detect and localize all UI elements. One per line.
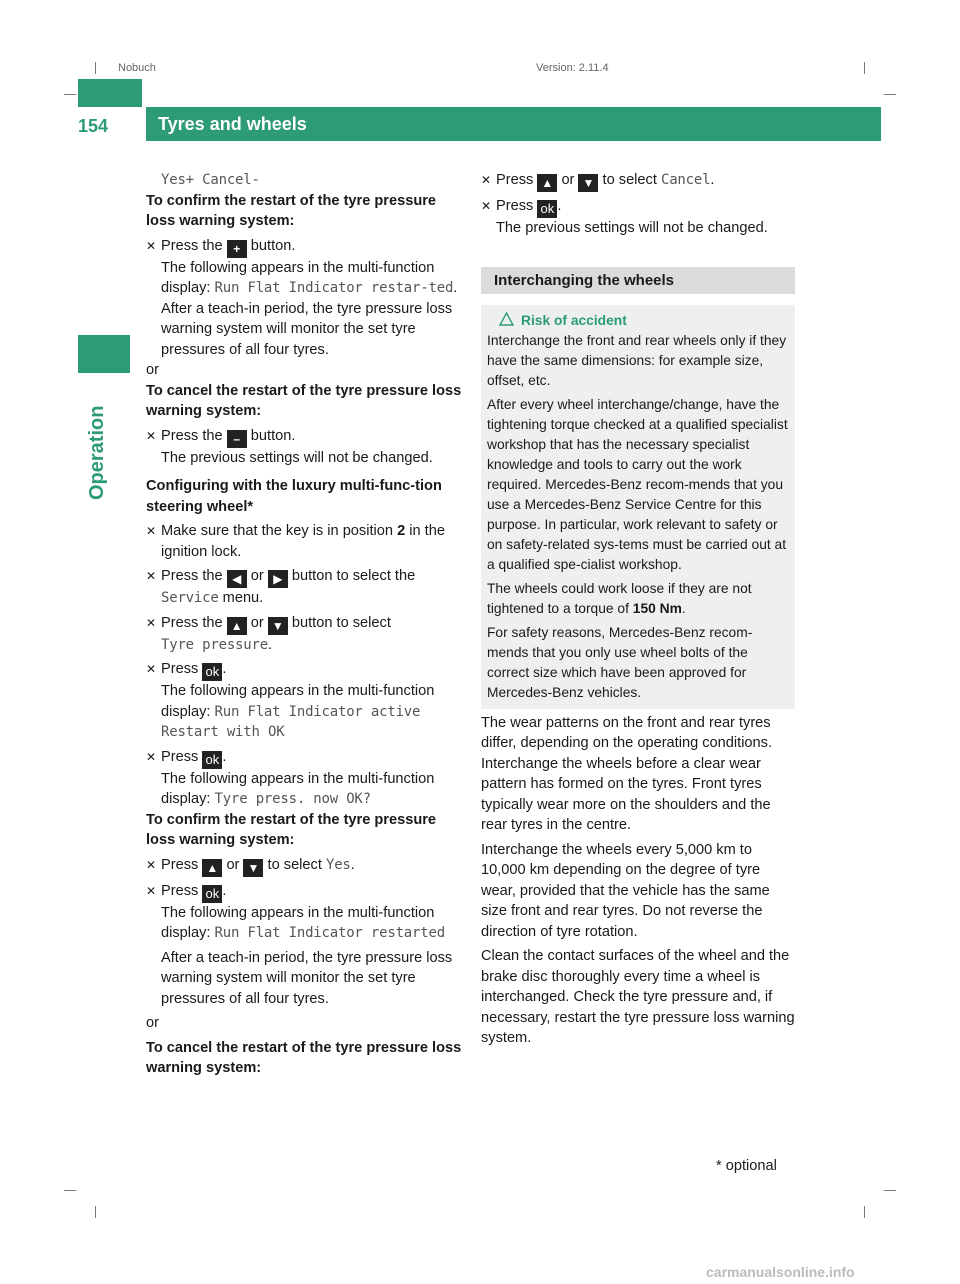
instruction-step: ✕ Press ▲ or ▼ to select Yes.: [146, 856, 355, 875]
instruction-step: ✕ Press ▲ or ▼ to select Cancel.: [481, 172, 715, 190]
warning-box: [481, 305, 795, 709]
step-arrow-icon: ✕: [146, 428, 157, 443]
up-key-icon: ▲: [227, 617, 247, 635]
side-tab-top: [78, 79, 142, 107]
subheading: To confirm the restart of the tyre pressure loss warning system:: [146, 192, 437, 229]
display-text: Run Flat Indicator active Restart with OK: [161, 703, 421, 740]
crop-mark: [864, 1206, 865, 1218]
left-key-icon: ◀: [227, 570, 247, 588]
step-arrow-icon: ✕: [146, 615, 157, 630]
warning-title: Risk of accident: [487, 311, 789, 331]
down-key-icon: ▼: [578, 174, 598, 192]
display-text: Run Flat Indicator restar-ted: [214, 280, 454, 296]
left-column: [146, 170, 462, 1079]
instruction-step: ✕ Press the – button. The previous settings will not be changed.: [146, 427, 433, 466]
crop-mark: [95, 1206, 96, 1218]
crop-mark: [864, 62, 865, 74]
crop-mark: [64, 94, 76, 95]
step-arrow-icon: ✕: [481, 173, 492, 187]
subheading: Configuring with the luxury multi-func-tion steering wheel*: [146, 478, 442, 515]
page-number: 154: [78, 116, 109, 136]
watermark-brand: carmanualsonline.info: [706, 1264, 855, 1280]
display-text: Yes+ Cancel-: [161, 172, 260, 188]
up-key-icon: ▲: [202, 859, 222, 877]
or-text: or: [146, 362, 159, 378]
plus-key-icon: +: [227, 240, 247, 258]
section-header-bar: [146, 107, 881, 141]
optional-footnote: * optional: [716, 1158, 777, 1174]
down-key-icon: ▼: [243, 859, 263, 877]
crop-mark: [884, 1190, 896, 1191]
instruction-step: ✕ Make sure that the key is in position 2 in the ignition lock.: [146, 523, 445, 560]
step-arrow-icon: ✕: [146, 569, 157, 583]
or-text: or: [146, 1015, 159, 1031]
up-key-icon: ▲: [537, 174, 557, 192]
body-paragraph: Interchange the wheels every 5,000 km to 10,000 km depending on the degree of tyre wear, provided that the vehicle has the same size front and rear tyres. Do not reverse the direction of tyre rotation.: [481, 841, 770, 940]
step-arrow-icon: ✕: [146, 857, 157, 872]
display-text: Service: [161, 590, 219, 606]
body-paragraph: Clean the contact surfaces of the wheel and the brake disc thoroughly every time a wheel is interchanged. Check the tyre pressure and, if necessary, restart the tyre pressure loss warning system.: [481, 948, 795, 1046]
crop-mark: [64, 1190, 76, 1191]
warning-triangle-icon: [499, 312, 514, 332]
body-paragraph: The wear patterns on the front and rear tyres differ, depending on the operating conditions. Interchange the wheels before a clear wear pattern has formed on the tyres. Front tyres typically wear more on the shoulders and the rear tyres in the centre.: [481, 714, 773, 833]
minus-key-icon: –: [227, 430, 247, 448]
instruction-step: ✕ Press the + button. The following appears in the multi-function display: Run Flat Indicator restar-ted. After a teach-in period, the tyre pressure loss warning system will monitor the set tyre pressures of all four tyres.: [146, 237, 458, 358]
warning-paragraph: After every wheel interchange/change, have the tightening torque checked at a qualified specialist workshop that has the necessary specialist knowledge and tools to carry out the work required. Mercedes-Benz recom-mends that you use a Mercedes-Benz Service Centre for this purpose. In particular, work relevant to safety or on safety-related sys-tems must be carried out at a qualified spe-cialist workshop.: [487, 396, 788, 572]
print-meta-right: Version: 2.11.4: [536, 62, 609, 74]
warning-paragraph: Interchange the front and rear wheels only if they have the same dimensions: for example size, offset, etc.: [487, 332, 787, 388]
crop-mark: [884, 94, 896, 95]
display-text: Yes: [325, 856, 351, 873]
instruction-step: ✕ Press ok . The following appears in the multi-function display: Run Flat Indicator restarted After a teach-in period, the tyre pressure loss warning system will monitor the set tyre pressures of all four tyres.: [146, 882, 453, 1007]
crop-mark: [95, 62, 96, 74]
side-chapter-label: Operation: [86, 405, 108, 500]
instruction-step: ✕ Press ok . The following appears in the multi-function display: Run Flat Indicator active Restart with OK: [146, 661, 435, 740]
ok-key-icon: ok: [202, 663, 222, 681]
ok-key-icon: ok: [537, 200, 557, 218]
subheading: To cancel the restart of the tyre pressure loss warning system:: [146, 1039, 462, 1076]
instruction-step: ✕ Press ok . The previous settings will not be changed.: [481, 198, 768, 236]
right-key-icon: ▶: [268, 570, 288, 588]
warning-paragraph: The wheels could work loose if they are not tightened to a torque of 150 Nm.: [487, 580, 752, 616]
step-arrow-icon: ✕: [146, 662, 157, 676]
instruction-step: ✕ Press the ▲ or ▼ button to select Tyre pressure.: [146, 614, 391, 653]
ok-key-icon: ok: [202, 751, 222, 769]
print-meta-left: Nobuch: [118, 62, 156, 74]
side-tab-marker: [78, 335, 130, 373]
step-arrow-icon: ✕: [146, 749, 157, 764]
step-arrow-icon: ✕: [146, 238, 157, 253]
down-key-icon: ▼: [268, 617, 288, 635]
display-text: Cancel: [660, 172, 711, 188]
subheading: To confirm the restart of the tyre pressure loss warning system:: [146, 811, 437, 848]
step-arrow-icon: ✕: [146, 883, 157, 898]
instruction-step: ✕ Press the ◀ or ▶ button to select the Service menu.: [146, 568, 416, 606]
instruction-step: ✕ Press ok . The following appears in the multi-function display: Tyre press. now OK?: [146, 748, 435, 807]
section-heading: Interchanging the wheels: [481, 267, 795, 294]
subheading: To cancel the restart of the tyre pressure loss warning system:: [146, 382, 462, 419]
display-text: Tyre press. now OK?: [214, 791, 371, 807]
display-text: Run Flat Indicator restarted: [214, 925, 445, 941]
section-header-title: Tyres and wheels: [158, 114, 307, 134]
step-arrow-icon: ✕: [146, 524, 157, 538]
right-column: [481, 170, 795, 1049]
display-text: Tyre pressure: [161, 636, 268, 653]
step-arrow-icon: ✕: [481, 199, 492, 213]
warning-paragraph: For safety reasons, Mercedes-Benz recom-mends that you only use wheel bolts of the correct size which have been approved for Mercedes-Benz vehicles.: [487, 624, 753, 700]
ok-key-icon: ok: [202, 885, 222, 903]
